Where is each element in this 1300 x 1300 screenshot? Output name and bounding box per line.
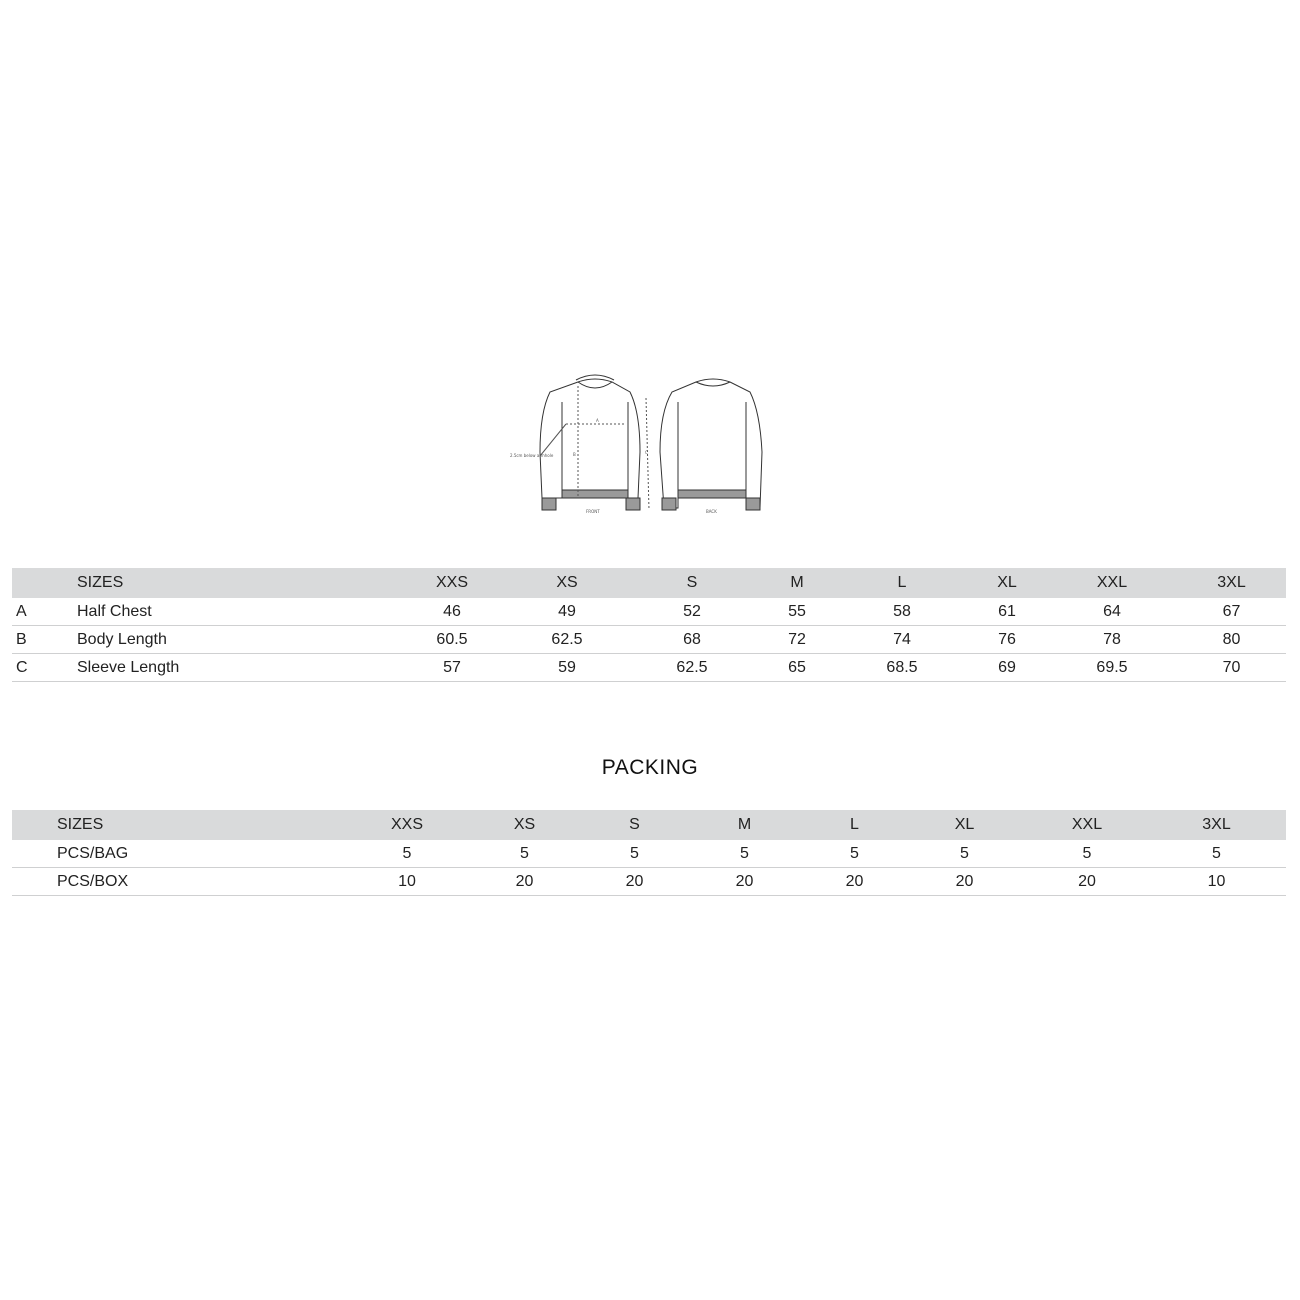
row-label: PCS/BAG xyxy=(12,840,352,868)
cell-value: 5 xyxy=(902,840,1027,868)
cell-value: 10 xyxy=(352,868,462,896)
cell-value: 20 xyxy=(807,868,902,896)
header-label: SIZES xyxy=(77,574,124,591)
row-label: Half Chest xyxy=(77,598,397,626)
cell-value: 57 xyxy=(397,654,507,682)
cell-value: 69 xyxy=(967,654,1047,682)
table-row xyxy=(12,868,1286,896)
cell-value: 62.5 xyxy=(627,654,757,682)
table-row xyxy=(12,654,1286,682)
cell-value: 68.5 xyxy=(837,654,967,682)
size-chart-table xyxy=(12,568,1286,682)
cell-value: 60.5 xyxy=(397,626,507,654)
table-row xyxy=(12,840,1286,868)
packing-header-label: SIZES xyxy=(57,816,104,833)
cell-value: 52 xyxy=(627,598,757,626)
cell-value: 70 xyxy=(1177,654,1286,682)
cell-value: 5 xyxy=(682,840,807,868)
cell-value: 5 xyxy=(1147,840,1286,868)
size-header: XL xyxy=(997,574,1017,591)
back-view xyxy=(660,379,762,510)
front-view xyxy=(540,375,649,510)
row-letter: C xyxy=(12,654,77,682)
size-header: XS xyxy=(513,816,536,833)
size-chart-header-row xyxy=(12,568,1286,598)
size-header: XXS xyxy=(390,816,423,833)
cell-value: 20 xyxy=(902,868,1027,896)
row-letter: B xyxy=(12,626,77,654)
cell-value: 20 xyxy=(462,868,587,896)
front-label: FRONT xyxy=(586,509,600,514)
cell-value: 69.5 xyxy=(1047,654,1177,682)
cell-value: 64 xyxy=(1047,598,1177,626)
size-header: XXL xyxy=(1096,574,1128,591)
size-header: M xyxy=(790,574,804,591)
cell-value: 20 xyxy=(587,868,682,896)
cell-value: 61 xyxy=(967,598,1047,626)
size-header: S xyxy=(686,574,698,591)
packing-title: PACKING xyxy=(601,756,699,779)
size-header: S xyxy=(629,816,640,833)
cell-value: 78 xyxy=(1047,626,1177,654)
marker-c: C xyxy=(645,450,648,455)
cell-value: 10 xyxy=(1147,868,1286,896)
size-header: M xyxy=(737,816,752,833)
cell-value: 5 xyxy=(462,840,587,868)
size-header: XL xyxy=(954,816,975,833)
cell-value: 5 xyxy=(1027,840,1147,868)
packing-table xyxy=(12,810,1286,896)
table-row xyxy=(12,626,1286,654)
cell-value: 65 xyxy=(757,654,837,682)
cell-value: 72 xyxy=(757,626,837,654)
size-header: XXS xyxy=(435,574,468,591)
cell-value: 49 xyxy=(507,598,627,626)
cell-value: 46 xyxy=(397,598,507,626)
cell-value: 20 xyxy=(1027,868,1147,896)
size-header: L xyxy=(897,574,907,591)
row-letter: A xyxy=(12,598,77,626)
size-header: L xyxy=(850,816,859,833)
armhole-note: 2.5cm below armhole xyxy=(510,453,554,458)
cell-value: 62.5 xyxy=(507,626,627,654)
row-label: Body Length xyxy=(77,626,397,654)
cell-value: 68 xyxy=(627,626,757,654)
row-label: Sleeve Length xyxy=(77,654,397,682)
cell-value: 74 xyxy=(837,626,967,654)
cell-value: 5 xyxy=(587,840,682,868)
size-header: XS xyxy=(556,574,578,591)
size-header: XXL xyxy=(1071,816,1103,833)
cell-value: 5 xyxy=(807,840,902,868)
cell-value: 76 xyxy=(967,626,1047,654)
cell-value: 55 xyxy=(757,598,837,626)
row-label: PCS/BOX xyxy=(12,868,352,896)
packing-header-row xyxy=(12,810,1286,840)
size-header: 3XL xyxy=(1202,816,1231,833)
table-row xyxy=(12,598,1286,626)
back-label: BACK xyxy=(706,509,717,514)
cell-value: 59 xyxy=(507,654,627,682)
marker-a: A xyxy=(596,418,599,423)
cell-value: 58 xyxy=(837,598,967,626)
size-header: 3XL xyxy=(1217,574,1246,591)
cell-value: 20 xyxy=(682,868,807,896)
cell-value: 67 xyxy=(1177,598,1286,626)
header-letter xyxy=(12,568,77,598)
cell-value: 80 xyxy=(1177,626,1286,654)
sweatshirt-technical-drawing xyxy=(500,372,800,520)
cell-value: 5 xyxy=(352,840,462,868)
marker-b: B xyxy=(573,452,576,457)
